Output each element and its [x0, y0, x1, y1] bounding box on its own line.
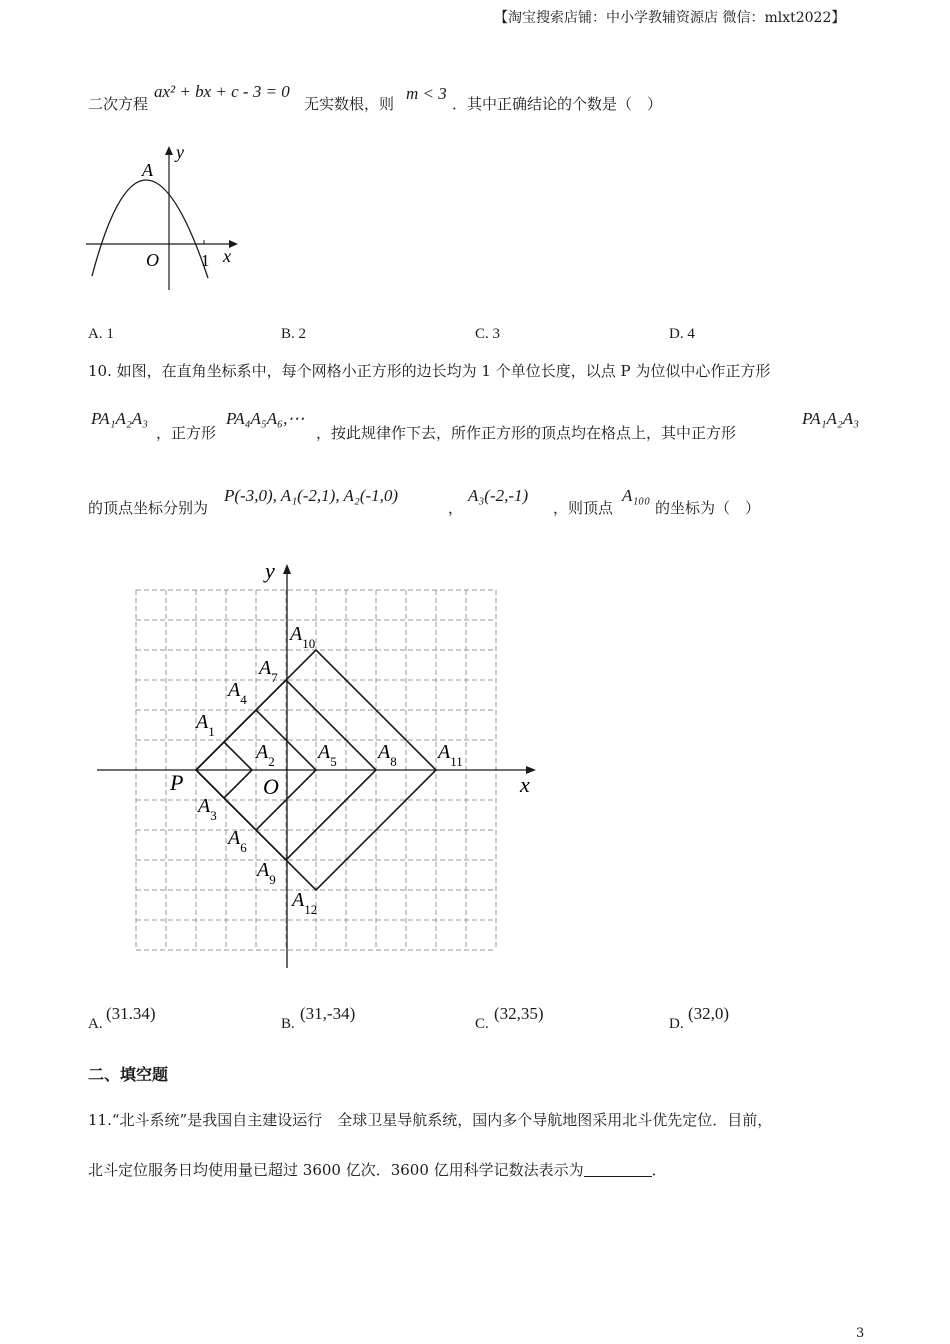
q10-line3-prefix: 的顶点坐标分别为 — [88, 499, 209, 517]
answer-blank[interactable] — [584, 1162, 652, 1177]
label-a3: $A_3$ — [198, 795, 217, 823]
q10-a3-coord: A₃(-2,-1) — [468, 486, 529, 505]
q10-a100: A₁₀₀ — [622, 486, 651, 505]
label-a2: $A_2$ — [256, 741, 275, 769]
q10-text-b: ，按此规律作下去，所作正方形的顶点均在格点上，其中正方形 — [316, 424, 737, 442]
q11-line1: 11.“北斗系统”是我国自主建设运行 全球卫星导航系统，国内多个导航地图采用北斗优先定位．目前， — [88, 1111, 773, 1129]
q10-option-a-value[interactable]: (31.34) — [106, 1004, 156, 1023]
label-x-axis: x — [223, 246, 231, 266]
label-origin: O — [146, 250, 159, 270]
q10-option-b-value[interactable]: (31,-34) — [300, 1004, 356, 1023]
page-header: 【淘宝搜索店铺：中小学教辅资源店 微信：mlxt2022】 — [494, 10, 846, 26]
label-one: 1 — [201, 251, 210, 270]
label-a11: $A_{11}$ — [438, 741, 463, 769]
label-vertex-a: A — [142, 160, 153, 180]
q9-middle: 无实数根，则 — [304, 95, 395, 113]
q10-option-a-letter[interactable]: A. — [88, 1016, 103, 1032]
y-axis-arrow-icon — [165, 146, 173, 155]
q9-option-c[interactable]: C. 3 — [475, 326, 501, 342]
q10-grid-figure — [90, 556, 550, 976]
q10-vertex-coords: P(-3,0), A₁(-2,1), A₂(-1,0) — [224, 486, 399, 505]
q10-square1: PA₁A₂A₃ — [91, 409, 149, 428]
q9-inequality: m < 3 — [406, 84, 447, 103]
y-axis-arrow-icon — [283, 564, 291, 574]
page-number: 3 — [856, 1326, 865, 1341]
q9-equation: ax² + bx + c - 3 = 0 — [154, 82, 290, 101]
label-a7: $A_7$ — [259, 657, 278, 685]
q10-option-d-value[interactable]: (32,0) — [688, 1004, 730, 1023]
q11-line2 — [88, 1160, 667, 1180]
q10-square3: PA₁A₂A₃ — [802, 409, 860, 428]
label-a12: $A_{12}$ — [292, 889, 318, 917]
q10-text-a: ，正方形 — [156, 424, 217, 442]
q9-suffix: ．其中正确结论的个数是（ ） — [452, 95, 663, 113]
q9-option-d[interactable]: D. 4 — [669, 326, 695, 342]
q9-option-a[interactable]: A. 1 — [88, 326, 114, 342]
q10-line3-mid: ，则顶点 — [553, 499, 614, 517]
label-a9: $A_9$ — [257, 859, 276, 887]
label-x: x — [520, 772, 530, 797]
q11-line2-end: ． — [651, 1161, 667, 1179]
q10-comma: ， — [448, 499, 464, 517]
q10-option-c-letter[interactable]: C. — [475, 1016, 489, 1032]
q9-prefix: 二次方程 — [88, 95, 149, 113]
label-a6: $A_6$ — [228, 827, 247, 855]
label-a4: $A_4$ — [228, 679, 247, 707]
label-a10: $A_{10}$ — [290, 623, 316, 651]
q9-option-b[interactable]: B. 2 — [281, 326, 307, 342]
q10-square2: PA₄A₅A₆,⋯ — [226, 409, 305, 428]
label-a1: $A_1$ — [196, 711, 215, 739]
label-p: P — [170, 770, 184, 795]
q10-line1: 10. 如图，在直角坐标系中，每个网格小正方形的边长均为 1 个单位长度，以点 P 为位似中心作正方形 — [88, 362, 771, 380]
label-y: y — [265, 558, 275, 583]
q9-parabola-graph — [80, 138, 255, 298]
section-title: 二、填空题 — [88, 1065, 169, 1084]
q10-option-d-letter[interactable]: D. — [669, 1016, 684, 1032]
label-y-axis: y — [176, 142, 184, 162]
q10-option-c-value[interactable]: (32,35) — [494, 1004, 544, 1023]
q10-option-b-letter[interactable]: B. — [281, 1016, 295, 1032]
label-a8: $A_8$ — [378, 741, 397, 769]
label-a5: $A_5$ — [318, 741, 337, 769]
label-o: O — [263, 774, 279, 799]
q11-line2-text: 北斗定位服务日均使用量已超过 3600 亿次．3600 亿用科学记数法表示为 — [88, 1161, 584, 1179]
q10-line3-suffix: 的坐标为（ ） — [655, 499, 761, 517]
